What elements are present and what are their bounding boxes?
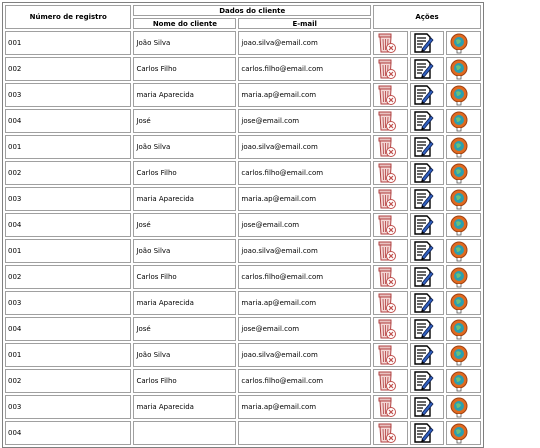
edit-document-icon xyxy=(412,84,434,106)
view-button[interactable] xyxy=(446,265,481,289)
cell-email: maria.ap@email.com xyxy=(238,291,371,315)
edit-document-icon xyxy=(412,396,434,418)
trash-delete-icon xyxy=(375,292,397,314)
cell-nome: maria Aparecida xyxy=(133,395,236,419)
cell-registro: 004 xyxy=(5,421,131,445)
edit-button[interactable] xyxy=(410,187,445,211)
cell-nome: João Silva xyxy=(133,31,236,55)
table-row xyxy=(5,31,481,55)
view-globe-icon xyxy=(448,370,470,392)
cell-nome: Carlos Filho xyxy=(133,57,236,81)
edit-document-icon xyxy=(412,162,434,184)
cell-email: joao.silva@email.com xyxy=(238,343,371,367)
view-button[interactable] xyxy=(446,57,481,81)
cell-registro: 002 xyxy=(5,265,131,289)
trash-delete-icon xyxy=(375,266,397,288)
view-button[interactable] xyxy=(446,135,481,159)
view-globe-icon xyxy=(448,240,470,262)
cell-nome: maria Aparecida xyxy=(133,187,236,211)
table-row xyxy=(5,291,481,315)
view-globe-icon xyxy=(448,266,470,288)
table-row xyxy=(5,57,481,81)
trash-delete-icon xyxy=(375,344,397,366)
view-globe-icon xyxy=(448,162,470,184)
table-row xyxy=(5,161,481,185)
delete-button[interactable] xyxy=(373,265,408,289)
cell-registro: 001 xyxy=(5,239,131,263)
table-row xyxy=(5,317,481,341)
delete-button[interactable] xyxy=(373,239,408,263)
edit-button[interactable] xyxy=(410,343,445,367)
view-globe-icon xyxy=(448,136,470,158)
cell-email: carlos.filho@email.com xyxy=(238,57,371,81)
view-button[interactable] xyxy=(446,161,481,185)
cell-registro: 001 xyxy=(5,135,131,159)
trash-delete-icon xyxy=(375,318,397,340)
view-button[interactable] xyxy=(446,109,481,133)
view-button[interactable] xyxy=(446,291,481,315)
edit-document-icon xyxy=(412,188,434,210)
cell-nome: José xyxy=(133,109,236,133)
view-button[interactable] xyxy=(446,239,481,263)
edit-button[interactable] xyxy=(410,83,445,107)
delete-button[interactable] xyxy=(373,57,408,81)
delete-button[interactable] xyxy=(373,31,408,55)
view-button[interactable] xyxy=(446,421,481,445)
edit-document-icon xyxy=(412,214,434,236)
trash-delete-icon xyxy=(375,58,397,80)
edit-button[interactable] xyxy=(410,317,445,341)
cell-nome: João Silva xyxy=(133,135,236,159)
edit-button[interactable] xyxy=(410,57,445,81)
trash-delete-icon xyxy=(375,32,397,54)
view-button[interactable] xyxy=(446,187,481,211)
trash-delete-icon xyxy=(375,136,397,158)
table-row xyxy=(5,265,481,289)
edit-document-icon xyxy=(412,344,434,366)
view-globe-icon xyxy=(448,318,470,340)
view-globe-icon xyxy=(448,422,470,444)
cell-registro: 001 xyxy=(5,343,131,367)
edit-button[interactable] xyxy=(410,239,445,263)
trash-delete-icon xyxy=(375,214,397,236)
view-globe-icon xyxy=(448,214,470,236)
trash-delete-icon xyxy=(375,396,397,418)
table-row xyxy=(5,109,481,133)
cell-email: joao.silva@email.com xyxy=(238,239,371,263)
edit-document-icon xyxy=(412,32,434,54)
edit-button[interactable] xyxy=(410,265,445,289)
view-globe-icon xyxy=(448,58,470,80)
view-button[interactable] xyxy=(446,317,481,341)
cell-email: joao.silva@email.com xyxy=(238,135,371,159)
table-body xyxy=(5,31,481,445)
header-email: E-mail xyxy=(238,18,371,29)
view-globe-icon xyxy=(448,84,470,106)
edit-document-icon xyxy=(412,58,434,80)
table-row xyxy=(5,395,481,419)
trash-delete-icon xyxy=(375,240,397,262)
cell-email: jose@email.com xyxy=(238,213,371,237)
cell-nome: João Silva xyxy=(133,343,236,367)
cell-nome xyxy=(133,421,236,445)
edit-document-icon xyxy=(412,266,434,288)
table-row xyxy=(5,187,481,211)
view-button[interactable] xyxy=(446,83,481,107)
cell-nome: Carlos Filho xyxy=(133,265,236,289)
cell-nome: José xyxy=(133,317,236,341)
cell-registro: 003 xyxy=(5,83,131,107)
edit-document-icon xyxy=(412,422,434,444)
cell-nome: maria Aparecida xyxy=(133,83,236,107)
cell-nome: João Silva xyxy=(133,239,236,263)
delete-button[interactable] xyxy=(373,161,408,185)
cell-email: maria.ap@email.com xyxy=(238,83,371,107)
cell-registro: 003 xyxy=(5,291,131,315)
edit-button[interactable] xyxy=(410,421,445,445)
cell-email: maria.ap@email.com xyxy=(238,395,371,419)
cell-email: carlos.filho@email.com xyxy=(238,369,371,393)
view-globe-icon xyxy=(448,32,470,54)
trash-delete-icon xyxy=(375,370,397,392)
cell-registro: 003 xyxy=(5,395,131,419)
cell-nome: Carlos Filho xyxy=(133,161,236,185)
trash-delete-icon xyxy=(375,422,397,444)
view-globe-icon xyxy=(448,292,470,314)
view-button[interactable] xyxy=(446,213,481,237)
table-row xyxy=(5,421,481,445)
view-button[interactable] xyxy=(446,343,481,367)
view-globe-icon xyxy=(448,396,470,418)
edit-document-icon xyxy=(412,110,434,132)
delete-button[interactable] xyxy=(373,187,408,211)
trash-delete-icon xyxy=(375,84,397,106)
delete-button[interactable] xyxy=(373,135,408,159)
cell-email: maria.ap@email.com xyxy=(238,187,371,211)
edit-document-icon xyxy=(412,292,434,314)
header-nome: Nome do cliente xyxy=(133,18,236,29)
edit-button[interactable] xyxy=(410,395,445,419)
delete-button[interactable] xyxy=(373,291,408,315)
cell-registro: 004 xyxy=(5,109,131,133)
edit-button[interactable] xyxy=(410,135,445,159)
table-row xyxy=(5,239,481,263)
edit-document-icon xyxy=(412,370,434,392)
cell-registro: 002 xyxy=(5,161,131,185)
edit-button[interactable] xyxy=(410,109,445,133)
table-row xyxy=(5,135,481,159)
edit-button[interactable] xyxy=(410,213,445,237)
table-row xyxy=(5,213,481,237)
cell-email xyxy=(238,421,371,445)
view-button[interactable] xyxy=(446,395,481,419)
edit-document-icon xyxy=(412,136,434,158)
trash-delete-icon xyxy=(375,188,397,210)
delete-button[interactable] xyxy=(373,369,408,393)
view-globe-icon xyxy=(448,344,470,366)
cell-email: jose@email.com xyxy=(238,109,371,133)
cell-registro: 004 xyxy=(5,317,131,341)
edit-button[interactable] xyxy=(410,161,445,185)
edit-document-icon xyxy=(412,240,434,262)
cell-nome: maria Aparecida xyxy=(133,291,236,315)
cell-email: joao.silva@email.com xyxy=(238,31,371,55)
edit-button[interactable] xyxy=(410,31,445,55)
cell-registro: 002 xyxy=(5,57,131,81)
trash-delete-icon xyxy=(375,162,397,184)
delete-button[interactable] xyxy=(373,421,408,445)
header-acoes: Ações xyxy=(373,5,481,29)
delete-button[interactable] xyxy=(373,317,408,341)
view-globe-icon xyxy=(448,188,470,210)
clients-table xyxy=(2,2,484,448)
edit-document-icon xyxy=(412,318,434,340)
cell-registro: 003 xyxy=(5,187,131,211)
delete-button[interactable] xyxy=(373,83,408,107)
edit-button[interactable] xyxy=(410,291,445,315)
view-button[interactable] xyxy=(446,31,481,55)
delete-button[interactable] xyxy=(373,213,408,237)
cell-email: carlos.filho@email.com xyxy=(238,161,371,185)
cell-nome: Carlos Filho xyxy=(133,369,236,393)
delete-button[interactable] xyxy=(373,343,408,367)
delete-button[interactable] xyxy=(373,109,408,133)
table-row xyxy=(5,343,481,367)
table-row xyxy=(5,83,481,107)
view-button[interactable] xyxy=(446,369,481,393)
table-row xyxy=(5,369,481,393)
cell-registro: 001 xyxy=(5,31,131,55)
cell-registro: 002 xyxy=(5,369,131,393)
view-globe-icon xyxy=(448,110,470,132)
delete-button[interactable] xyxy=(373,395,408,419)
cell-registro: 004 xyxy=(5,213,131,237)
edit-button[interactable] xyxy=(410,369,445,393)
trash-delete-icon xyxy=(375,110,397,132)
header-registro: Número de registro xyxy=(5,5,131,29)
cell-email: carlos.filho@email.com xyxy=(238,265,371,289)
cell-email: jose@email.com xyxy=(238,317,371,341)
header-dados-cliente: Dados do cliente xyxy=(133,5,371,16)
cell-nome: José xyxy=(133,213,236,237)
